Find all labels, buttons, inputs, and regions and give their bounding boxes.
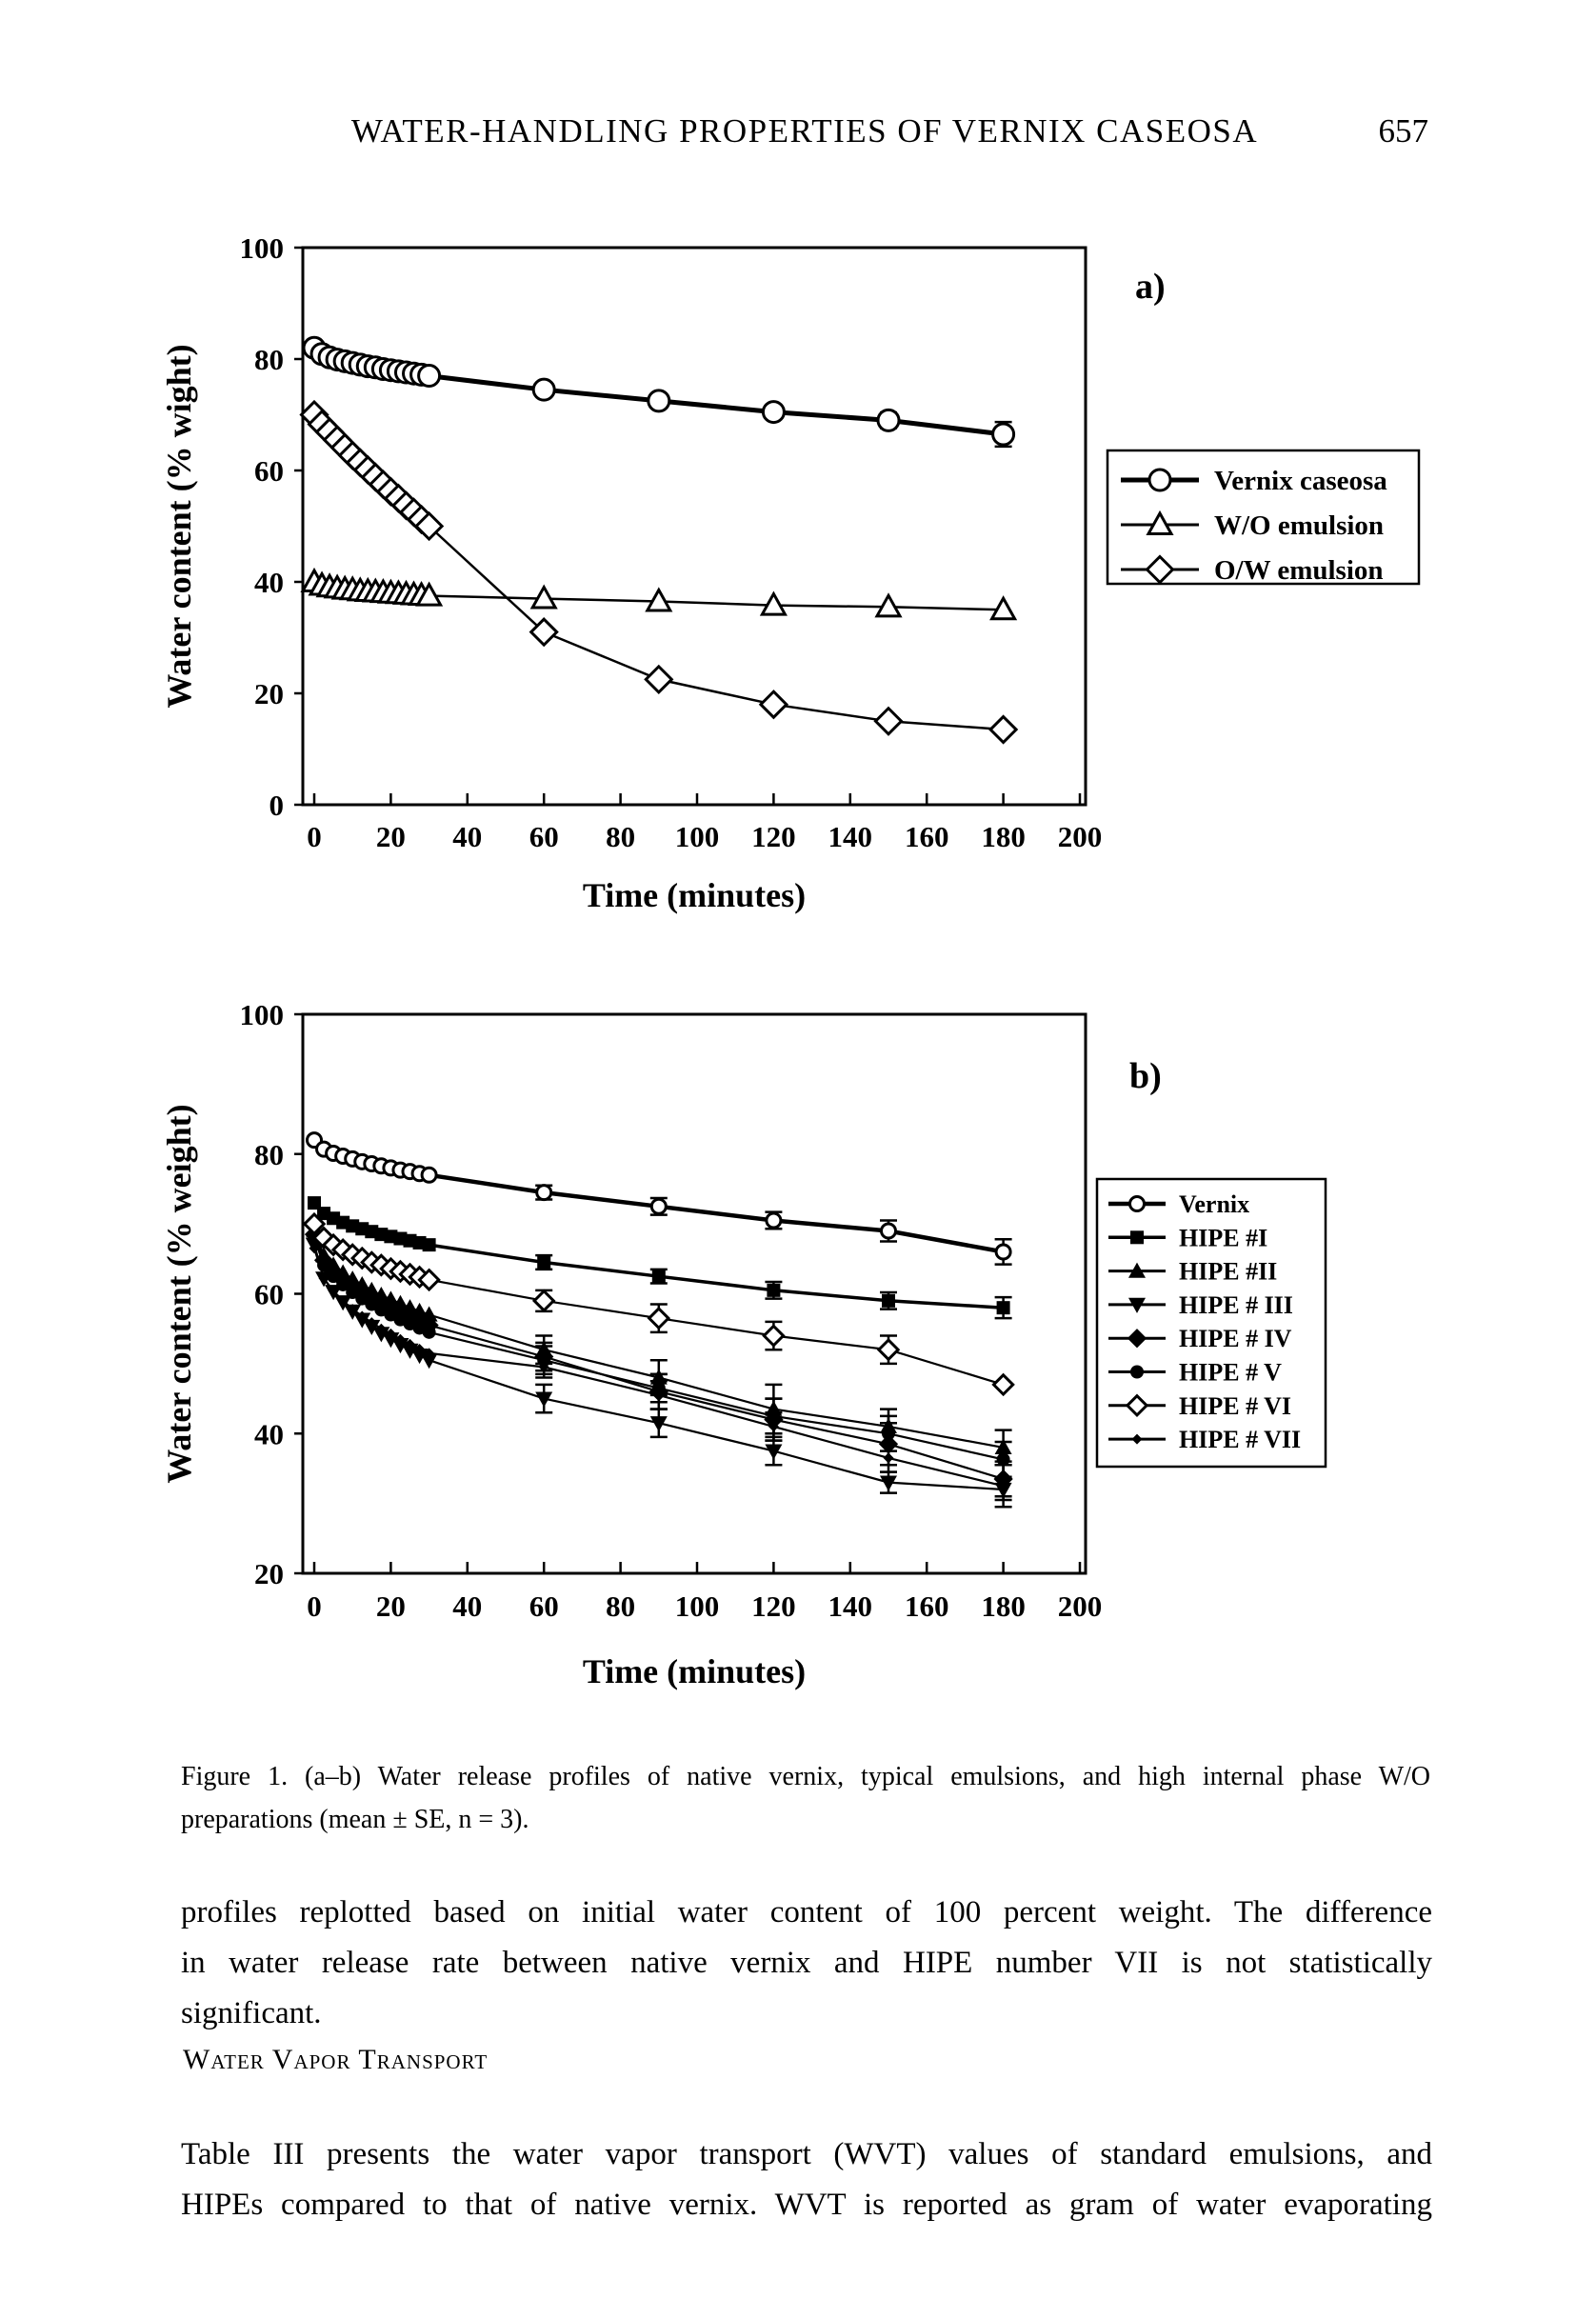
circle-filled-marker: [1130, 1366, 1144, 1379]
x-tick-label: 60: [529, 1589, 559, 1623]
x-tick-label: 80: [606, 1589, 636, 1623]
legend-label: HIPE # VI: [1179, 1391, 1291, 1420]
circle-open-marker: [533, 379, 554, 400]
series-line: [314, 1140, 1004, 1251]
section-heading: Water Vapor Transport: [183, 2044, 489, 2075]
legend-label: W/O emulsion: [1214, 510, 1385, 541]
x-tick-label: 0: [307, 820, 322, 853]
text-line: in water release rate between native vernix and HIPE number VII is not statistically: [181, 1946, 1432, 1980]
legend-item-hipe-vi: [1108, 1392, 1291, 1420]
x-tick-label: 200: [1057, 820, 1103, 853]
legend-label: O/W emulsion: [1214, 555, 1384, 586]
circle-filled-marker: [882, 1427, 895, 1440]
y-axis-label: Water content (% weight): [160, 1104, 198, 1484]
panel-label: b): [1129, 1056, 1162, 1096]
y-tick-label: 20: [254, 1557, 284, 1590]
circle-open-marker: [651, 1199, 666, 1213]
y-tick-label: 0: [269, 789, 284, 822]
legend-label: HIPE # III: [1179, 1290, 1293, 1319]
circle-open-marker: [767, 1213, 781, 1228]
x-tick-label: 0: [307, 1589, 322, 1623]
y-tick-label: 60: [254, 1277, 284, 1311]
x-tick-label: 180: [981, 820, 1026, 853]
x-tick-label: 200: [1057, 1589, 1103, 1623]
circle-open-marker: [993, 424, 1014, 445]
legend-label: HIPE # V: [1179, 1358, 1282, 1387]
y-tick-label: 40: [254, 1417, 284, 1451]
legend-item-o-w-emulsion: [1121, 555, 1384, 586]
x-tick-label: 120: [751, 1589, 796, 1623]
legend-label: HIPE #II: [1179, 1257, 1278, 1286]
circle-open-marker: [537, 1186, 551, 1200]
diamond-open-marker: [876, 709, 902, 734]
panel-label: a): [1135, 267, 1166, 307]
diamond-open-marker: [761, 691, 787, 717]
legend-label: Vernix: [1179, 1190, 1250, 1218]
legend-box: [1097, 1179, 1326, 1467]
circle-open-marker: [648, 390, 669, 411]
circle-open-marker: [882, 1224, 896, 1238]
circle-open-marker: [763, 402, 784, 423]
square-filled-marker: [1130, 1230, 1144, 1244]
circle-open-marker: [1149, 470, 1170, 490]
body-paragraph-1: [181, 1888, 1432, 2039]
series-vernix-caseosa: [304, 337, 1014, 447]
x-tick-label: 40: [452, 820, 483, 853]
axes: [160, 231, 1102, 914]
x-tick-label: 80: [606, 820, 636, 853]
x-tick-label: 100: [674, 820, 720, 853]
y-tick-label: 100: [239, 231, 284, 265]
legend-label: Vernix caseosa: [1214, 466, 1387, 496]
x-tick-label: 160: [904, 1589, 949, 1623]
series-o-w-emulsion: [302, 402, 1017, 743]
circle-open-marker: [996, 1245, 1010, 1259]
y-tick-label: 60: [254, 454, 284, 488]
axes: [160, 1000, 1102, 1690]
figure-1b-water-release-chart: [133, 1000, 1486, 1714]
x-tick-label: 60: [529, 820, 559, 853]
diamond-open-marker: [646, 667, 671, 692]
square-filled-marker: [537, 1255, 550, 1269]
text-line: Figure 1. (a–b) Water release profiles of native vernix, typical emulsions, and high internal phase W/O: [181, 1762, 1430, 1791]
text-line: preparations (mean ± SE, n = 3).: [181, 1805, 529, 1834]
x-tick-label: 180: [981, 1589, 1026, 1623]
text-line: profiles replotted based on initial water content of 100 percent weight. The difference: [181, 1895, 1432, 1929]
legend-label: HIPE # IV: [1179, 1325, 1292, 1353]
circle-open-marker: [878, 410, 899, 430]
x-axis-label: Time (minutes): [582, 876, 807, 914]
text-line: Table III presents the water vapor transport (WVT) values of standard emulsions, and: [181, 2137, 1432, 2171]
circle-open-marker: [419, 366, 440, 387]
x-tick-label: 40: [452, 1589, 483, 1623]
x-tick-label: 120: [751, 820, 796, 853]
circle-open-marker: [1130, 1197, 1145, 1211]
x-tick-label: 140: [828, 1589, 873, 1623]
diamond-small-filled-marker: [884, 1452, 894, 1463]
legend-item-vernix-caseosa: [1121, 466, 1387, 496]
page-number: 657: [1378, 112, 1428, 150]
circle-filled-marker: [423, 1326, 436, 1339]
x-tick-label: 100: [674, 1589, 720, 1623]
text-line: significant.: [181, 1996, 322, 2030]
square-filled-marker: [423, 1238, 436, 1251]
figure-caption: [181, 1755, 1430, 1841]
square-filled-marker: [882, 1294, 895, 1308]
page-header: [181, 112, 1428, 162]
y-tick-label: 80: [254, 343, 284, 376]
diamond-open-marker: [764, 1326, 783, 1345]
square-filled-marker: [652, 1269, 666, 1283]
x-tick-label: 160: [904, 820, 949, 853]
figure-1a-water-release-chart: [133, 219, 1486, 933]
running-head: WATER-HANDLING PROPERTIES OF VERNIX CASEOSA: [350, 112, 1259, 150]
diamond-open-marker: [534, 1291, 553, 1310]
x-tick-label: 140: [828, 820, 873, 853]
series-w-o-emulsion: [303, 570, 1015, 619]
legend: [1107, 450, 1419, 586]
diamond-open-marker: [649, 1309, 668, 1328]
y-tick-label: 80: [254, 1137, 284, 1171]
square-filled-marker: [767, 1284, 780, 1297]
circle-open-marker: [422, 1168, 436, 1182]
legend-label: HIPE #I: [1179, 1224, 1268, 1252]
diamond-open-marker: [990, 717, 1016, 743]
legend: [1097, 1179, 1326, 1467]
x-tick-label: 20: [375, 820, 406, 853]
text-line: HIPEs compared to that of native vernix. WVT is reported as gram of water evaporating: [181, 2188, 1432, 2222]
series-line: [314, 1203, 1004, 1308]
diamond-open-marker: [879, 1340, 898, 1359]
x-tick-label: 20: [375, 1589, 406, 1623]
x-axis-label: Time (minutes): [582, 1652, 807, 1690]
plot-frame: [303, 1014, 1086, 1573]
y-tick-label: 40: [254, 566, 284, 599]
legend-label: HIPE # VII: [1179, 1426, 1302, 1454]
y-tick-label: 100: [239, 1000, 284, 1031]
diamond-open-marker: [993, 1375, 1012, 1394]
square-filled-marker: [997, 1301, 1010, 1314]
y-tick-label: 20: [254, 677, 284, 710]
y-axis-label: Water content (% wight): [160, 344, 198, 709]
body-paragraph-2: [181, 2129, 1432, 2230]
